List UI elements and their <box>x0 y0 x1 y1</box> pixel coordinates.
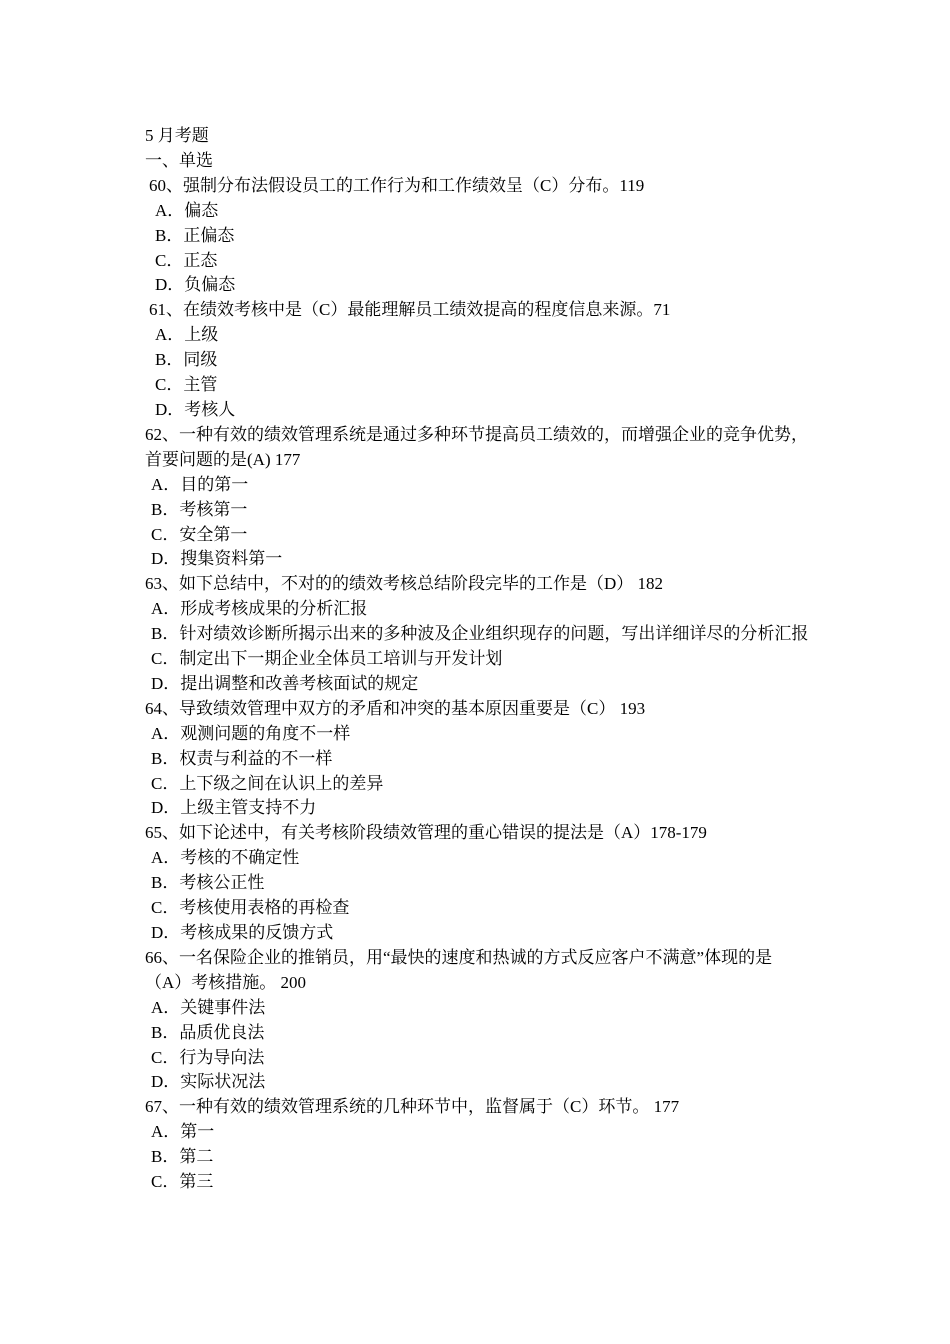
option-b: B．第二 <box>151 1147 214 1167</box>
section-title: 一、单选 <box>145 150 213 170</box>
option-b: B．品质优良法 <box>151 1022 265 1042</box>
option-c: C．安全第一 <box>151 524 248 544</box>
document-body <box>145 124 815 1195</box>
option-c: C．制定出下一期企业全体员工培训与开发计划 <box>151 649 503 669</box>
option-a: A．目的第一 <box>151 474 249 494</box>
option-b: B．正偏态 <box>155 225 235 245</box>
option-b: B．考核公正性 <box>151 873 265 893</box>
question-block <box>145 423 815 572</box>
option-c: C．第三 <box>151 1172 214 1192</box>
option-b: B．同级 <box>155 350 218 370</box>
option-c: C．正态 <box>155 250 218 270</box>
option-d: D．负偏态 <box>155 275 236 295</box>
option-a: A．考核的不确定性 <box>151 848 300 868</box>
document-heading: 5 月考题 <box>145 126 209 145</box>
option-b: B．针对绩效诊断所揭示出来的多种波及企业组织现存的问题，写出详细详尽的分析汇报 <box>151 624 809 644</box>
option-a: A．观测问题的角度不一样 <box>151 723 351 743</box>
option-d: D．考核人 <box>155 399 236 419</box>
option-b: B．权责与利益的不一样 <box>151 748 333 768</box>
question-text: 65、如下论述中，有关考核阶段绩效管理的重心错误的提法是（A）178-179 <box>145 823 707 843</box>
option-a: A．第一 <box>151 1122 215 1142</box>
option-c: C．主管 <box>155 375 218 395</box>
option-a: A．上级 <box>155 325 219 345</box>
question-block <box>145 697 815 822</box>
question-block <box>145 572 815 697</box>
option-b: B．考核第一 <box>151 499 248 519</box>
question-block <box>145 821 815 946</box>
option-c: C．考核使用表格的再检查 <box>151 898 350 918</box>
option-d: D．搜集资料第一 <box>151 549 283 569</box>
question-block <box>145 1095 815 1195</box>
option-a: A．关键事件法 <box>151 997 266 1017</box>
question-text: 66、一名保险企业的推销员，用“最快的速度和热诚的方式反应客户不满意”体现的是（A）考核措施。 200 <box>145 947 773 992</box>
question-text: 61、在绩效考核中是（C）最能理解员工绩效提高的程度信息来源。71 <box>149 300 671 320</box>
question-block <box>145 174 815 299</box>
option-c: C．行为导向法 <box>151 1047 265 1067</box>
question-text: 63、如下总结中，不对的的绩效考核总结阶段完毕的工作是（D） 182 <box>145 574 664 594</box>
option-a: A．偏态 <box>155 200 219 220</box>
option-d: D．上级主管支持不力 <box>151 798 317 818</box>
question-block <box>145 298 815 423</box>
option-d: D．考核成果的反馈方式 <box>151 923 334 942</box>
option-a: A．形成考核成果的分析汇报 <box>151 599 368 619</box>
question-text: 67、一种有效的绩效管理系统的几种环节中，监督属于（C）环节。 177 <box>145 1097 680 1117</box>
question-text: 64、导致绩效管理中双方的矛盾和冲突的基本原因重要是（C） 193 <box>145 698 646 718</box>
option-d: D．实际状况法 <box>151 1072 266 1092</box>
option-d: D．提出调整和改善考核面试的规定 <box>151 673 419 693</box>
option-c: C．上下级之间在认识上的差异 <box>151 773 384 793</box>
question-text: 62、一种有效的绩效管理系统是通过多种环节提高员工绩效的，而增强企业的竞争优势，首要问题的是(A) 177 <box>145 424 808 469</box>
question-block <box>145 946 815 1095</box>
question-text: 60、强制分布法假设员工的工作行为和工作绩效呈（C）分布。119 <box>149 175 645 195</box>
